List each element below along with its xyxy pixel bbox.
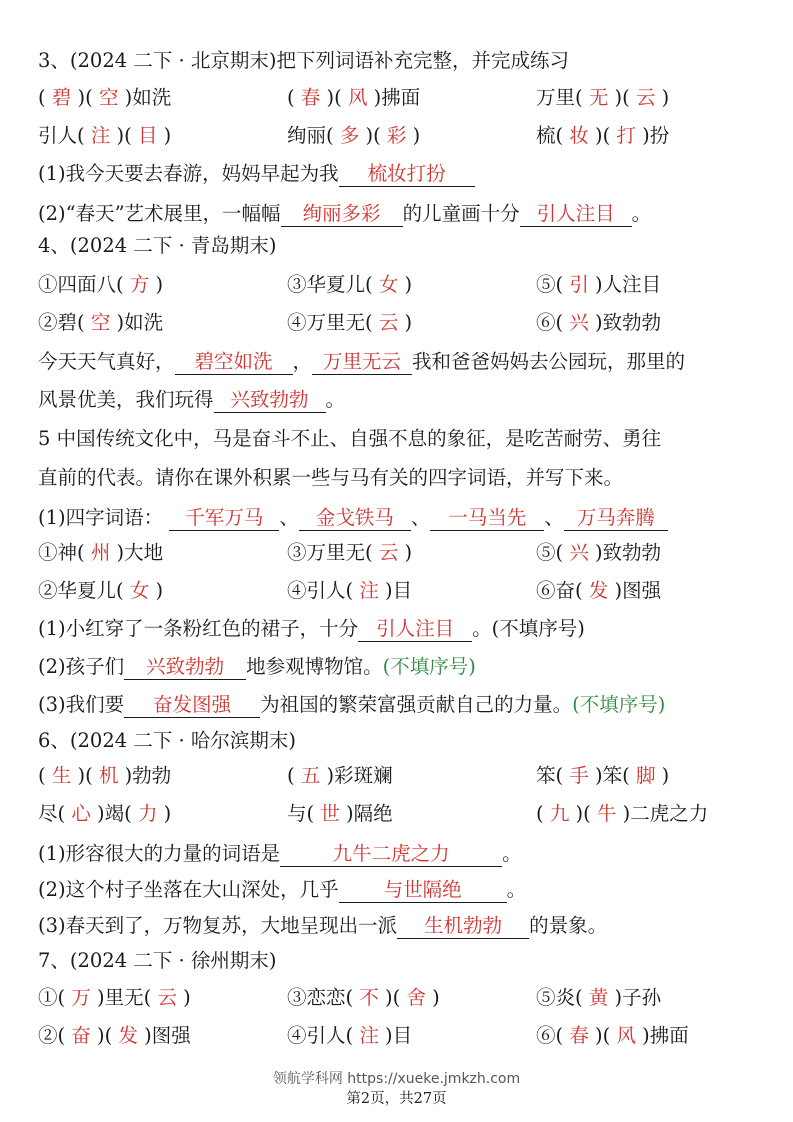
fill-text: ①神( [38, 541, 91, 564]
q3-ex1-text: (1)我今天要去春游，妈妈早起为我 [38, 162, 339, 185]
fill-answer: 发 [118, 1024, 138, 1047]
fill-text: ( [38, 86, 52, 109]
fill-text: )勃勃 [118, 764, 172, 787]
q5-ex3-text: (3)我们要 [38, 693, 125, 716]
fill-text: ( [287, 764, 301, 787]
fill-answer: 力 [137, 802, 158, 825]
q5-ex3-answer: 奋发图强 [124, 693, 260, 718]
fill-text: )扮 [635, 124, 670, 147]
q5-word-answer: 千军万马 [169, 506, 279, 531]
fill-answer: 打 [616, 124, 636, 147]
q5-word-answer: 万马奔腾 [564, 506, 668, 531]
fill-text: )( [588, 124, 617, 147]
fill-item [287, 985, 440, 1011]
fill-answer: 春 [300, 86, 321, 109]
fill-text: )( [71, 86, 99, 109]
fill-item [287, 272, 412, 298]
q4-p1-sep: ， [292, 350, 313, 373]
fill-text: ②碧( [38, 311, 91, 334]
fill-item [38, 763, 171, 789]
fill-answer: 风 [616, 1024, 636, 1047]
fill-text: ) [398, 541, 413, 564]
fill-text: )拂面 [635, 1024, 689, 1047]
fill-text: ③万里无( [287, 541, 379, 564]
fill-answer: 万 [71, 986, 91, 1009]
q5-ex2 [38, 654, 476, 680]
q4-heading: 4、(2024 二下 · 青岛期末) [38, 234, 277, 257]
fill-answer: 兴 [569, 541, 589, 564]
fill-text: ( [536, 802, 550, 825]
fill-answer: 引 [569, 273, 589, 296]
fill-answer: 发 [588, 579, 609, 602]
fill-text: 笨( [536, 764, 570, 787]
q6-ex1 [38, 841, 522, 867]
fill-text: )图强 [137, 1024, 191, 1047]
q3-ex2-text: (2)“春天”艺术展里，一幅幅 [38, 202, 281, 225]
q4-p2-post: 。 [325, 388, 346, 411]
fill-answer: 妆 [569, 124, 589, 147]
fill-text: )彩斑斓 [320, 764, 393, 787]
fill-text: ⑤炎( [536, 986, 589, 1009]
fill-text: ⑥( [536, 1024, 570, 1047]
fill-text: )致勃勃 [588, 311, 662, 334]
q5-ex2-post: 地参观博物馆。 [246, 655, 383, 678]
fill-text: ②( [38, 1024, 72, 1047]
q4-para-2 [38, 387, 345, 413]
q5-words-sep: 、 [279, 506, 299, 529]
watermark: 领航学科网 https://xueke.jmkzh.com [272, 1071, 521, 1087]
fill-text: ②华夏儿( [38, 579, 130, 602]
q6-ex3-post: 的景象。 [529, 914, 608, 937]
q3-ex1-answer: 梳妆打扮 [339, 162, 475, 187]
fill-item [536, 123, 669, 149]
q5-ex1-text: (1)小红穿了一条粉红色的裙子，十分 [38, 617, 359, 640]
fill-answer: 牛 [596, 802, 617, 825]
fill-text: 万里( [536, 86, 589, 109]
fill-answer: 注 [359, 579, 379, 602]
fill-text: )( [110, 124, 138, 147]
fill-text: )图强 [608, 579, 662, 602]
fill-answer: 云 [635, 86, 656, 109]
fill-text: ③华夏儿( [287, 273, 379, 296]
q3-ex2-post: 。 [631, 202, 652, 225]
fill-text: )拂面 [367, 86, 421, 109]
fill-item [536, 1023, 689, 1049]
fill-answer: 九 [549, 802, 570, 825]
fill-answer: 脚 [635, 764, 656, 787]
q6-ex2-post: 。 [506, 878, 527, 901]
q5-word-answer: 一马当先 [430, 506, 544, 531]
fill-answer: 多 [339, 124, 360, 147]
fill-item [38, 310, 163, 336]
fill-answer: 心 [71, 802, 91, 825]
fill-item [38, 801, 171, 827]
fill-item [287, 310, 412, 336]
q4-p2-answer: 兴致勃勃 [214, 388, 326, 413]
q7-heading: 7、(2024 二下 · 徐州期末) [38, 949, 277, 972]
fill-answer: 注 [90, 124, 111, 147]
q4-p1-answer-1: 碧空如洗 [175, 350, 293, 375]
fill-text: ) [149, 273, 164, 296]
fill-answer: 空 [98, 86, 119, 109]
fill-item [287, 85, 420, 111]
fill-text: 梳( [536, 124, 570, 147]
fill-item [287, 123, 420, 149]
fill-answer: 世 [320, 802, 340, 825]
fill-answer: 空 [90, 311, 111, 334]
q5-words-sep: 、 [410, 506, 431, 529]
fill-text: ⑤( [536, 273, 570, 296]
fill-item [38, 578, 163, 604]
fill-text: )( [90, 1024, 119, 1047]
fill-text: )笨( [588, 764, 636, 787]
q5-line-1: 5 中国传统文化中，马是奋斗不止、自强不息的象征，是吃苦耐劳、勇往 [38, 427, 662, 450]
fill-item [38, 272, 163, 298]
fill-text: ) [398, 273, 413, 296]
fill-text: )致勃勃 [588, 541, 662, 564]
fill-answer: 舍 [406, 986, 426, 1009]
fill-answer: 碧 [51, 86, 72, 109]
fill-item [38, 540, 163, 566]
fill-item [287, 801, 393, 827]
fill-text: ) [655, 86, 670, 109]
q5-ex1-post: 。(不填序号) [472, 617, 585, 640]
fill-text: ④引人( [287, 579, 360, 602]
fill-text: ④万里无( [287, 311, 379, 334]
fill-answer: 生 [51, 764, 72, 787]
q4-p1-text: 今天天气真好， [38, 350, 175, 373]
fill-text: ④引人( [287, 1024, 360, 1047]
fill-text: ( [38, 764, 52, 787]
fill-text: )隔绝 [339, 802, 393, 825]
fill-item [38, 985, 191, 1011]
fill-text: ①四面八( [38, 273, 130, 296]
fill-text: )竭( [90, 802, 138, 825]
fill-answer: 不 [359, 986, 379, 1009]
q5-ex1 [38, 616, 585, 642]
fill-answer: 兴 [569, 311, 589, 334]
q3-ex2-answer-2: 引人注目 [520, 202, 632, 227]
fill-text: ) [149, 579, 164, 602]
fill-item [38, 85, 171, 111]
q5-ex3-note: (不填序号) [572, 693, 666, 716]
fill-answer: 女 [129, 579, 150, 602]
q4-p1-answer-2: 万里无云 [312, 350, 412, 375]
q5-ex2-text: (2)孩子们 [38, 655, 125, 678]
fill-item [536, 801, 708, 827]
fill-text: )如洗 [118, 86, 172, 109]
fill-item [287, 1023, 412, 1049]
fill-text: ) [398, 311, 413, 334]
fill-answer: 五 [300, 764, 321, 787]
fill-text: )目 [378, 579, 413, 602]
q5-words-label: (1)四字词语： [38, 506, 164, 529]
q5-ex1-answer: 引人注目 [358, 617, 472, 642]
fill-item [38, 123, 171, 149]
fill-item [38, 1023, 191, 1049]
q5-ex3-post: 为祖国的繁荣富强贡献自己的力量。 [260, 693, 573, 716]
fill-text: 与( [287, 802, 321, 825]
fill-text: ①( [38, 986, 72, 1009]
fill-item [287, 540, 412, 566]
q6-ex1-post: 。 [502, 842, 522, 865]
q4-para-1 [38, 349, 685, 375]
q6-ex2 [38, 877, 526, 903]
fill-answer: 注 [359, 1024, 379, 1047]
fill-text: )人注目 [588, 273, 662, 296]
fill-answer: 方 [129, 273, 150, 296]
fill-item [536, 578, 661, 604]
fill-answer: 奋 [71, 1024, 91, 1047]
fill-text: )( [569, 802, 597, 825]
fill-item [536, 272, 661, 298]
fill-text: ⑥( [536, 311, 570, 334]
fill-text: ) [406, 124, 421, 147]
q5-ex3 [38, 692, 665, 718]
fill-text: ) [157, 124, 172, 147]
fill-item [536, 763, 669, 789]
fill-item [536, 540, 661, 566]
fill-text: ⑥奋( [536, 579, 589, 602]
fill-answer: 春 [569, 1024, 589, 1047]
fill-answer: 机 [98, 764, 119, 787]
page-number: 第2页，共27页 [346, 1091, 447, 1107]
fill-item [287, 763, 393, 789]
q5-ex2-answer: 兴致勃勃 [124, 655, 246, 680]
fill-text: 绚丽( [287, 124, 340, 147]
fill-item [536, 85, 669, 111]
fill-answer: 彩 [386, 124, 407, 147]
q4-p1-post: 我和爸爸妈妈去公园玩，那里的 [412, 350, 686, 373]
q6-heading: 6、(2024 二下 · 哈尔滨期末) [38, 729, 297, 752]
q3-ex2-mid: 的儿童画十分 [402, 202, 520, 225]
fill-text: ③恋恋( [287, 986, 360, 1009]
fill-answer: 州 [90, 541, 111, 564]
q3-ex1 [38, 161, 475, 187]
fill-text: ) [157, 802, 172, 825]
q6-ex2-text: (2)这个村子坐落在大山深处，几乎 [38, 878, 339, 901]
q5-ex2-note: (不填序号) [382, 655, 476, 678]
q5-words [38, 505, 668, 531]
q3-ex2 [38, 201, 651, 227]
q6-ex3-text: (3)春天到了，万物复苏，大地呈现出一派 [38, 914, 398, 937]
fill-text: )子孙 [608, 986, 662, 1009]
fill-item [536, 310, 661, 336]
fill-answer: 云 [378, 541, 399, 564]
fill-answer: 云 [157, 986, 177, 1009]
fill-item [287, 578, 412, 604]
q6-ex3 [38, 913, 607, 939]
fill-text: )( [588, 1024, 617, 1047]
q6-ex2-answer: 与世隔绝 [339, 878, 507, 903]
fill-text: )( [378, 986, 407, 1009]
fill-text: )( [359, 124, 387, 147]
q3-heading: 3、(2024 二下 · 北京期末)把下列词语补充完整，并完成练习 [38, 49, 570, 72]
q3-ex2-answer-1: 绚丽多彩 [281, 202, 403, 227]
fill-answer: 云 [378, 311, 399, 334]
fill-text: ) [176, 986, 191, 1009]
fill-answer: 无 [588, 86, 609, 109]
fill-text: )( [71, 764, 99, 787]
fill-text: )( [608, 86, 636, 109]
fill-answer: 手 [569, 764, 589, 787]
q6-ex1-text: (1)形容很大的力量的词语是 [38, 842, 281, 865]
q5-words-sep: 、 [544, 506, 564, 529]
fill-text: )如洗 [110, 311, 164, 334]
fill-text: )里无( [90, 986, 158, 1009]
fill-text: )( [320, 86, 348, 109]
fill-text: ⑤( [536, 541, 570, 564]
fill-text: 引人( [38, 124, 91, 147]
fill-answer: 女 [378, 273, 399, 296]
fill-text: 尽( [38, 802, 72, 825]
q6-ex1-answer: 九牛二虎之力 [280, 842, 502, 867]
q6-ex3-answer: 生机勃勃 [397, 914, 529, 939]
fill-text: ) [425, 986, 440, 1009]
fill-item [536, 985, 661, 1011]
fill-text: )二虎之力 [616, 802, 709, 825]
fill-answer: 目 [137, 124, 158, 147]
fill-answer: 风 [347, 86, 368, 109]
fill-text: ) [655, 764, 670, 787]
q5-word-answer: 金戈铁马 [299, 506, 411, 531]
fill-text: ( [287, 86, 301, 109]
q5-line-2: 直前的代表。请你在课外积累一些与马有关的四字词语，并写下来。 [38, 466, 624, 489]
q4-p2-text: 风景优美，我们玩得 [38, 388, 214, 411]
fill-text: )大地 [110, 541, 164, 564]
fill-text: )目 [378, 1024, 413, 1047]
fill-answer: 黄 [588, 986, 609, 1009]
